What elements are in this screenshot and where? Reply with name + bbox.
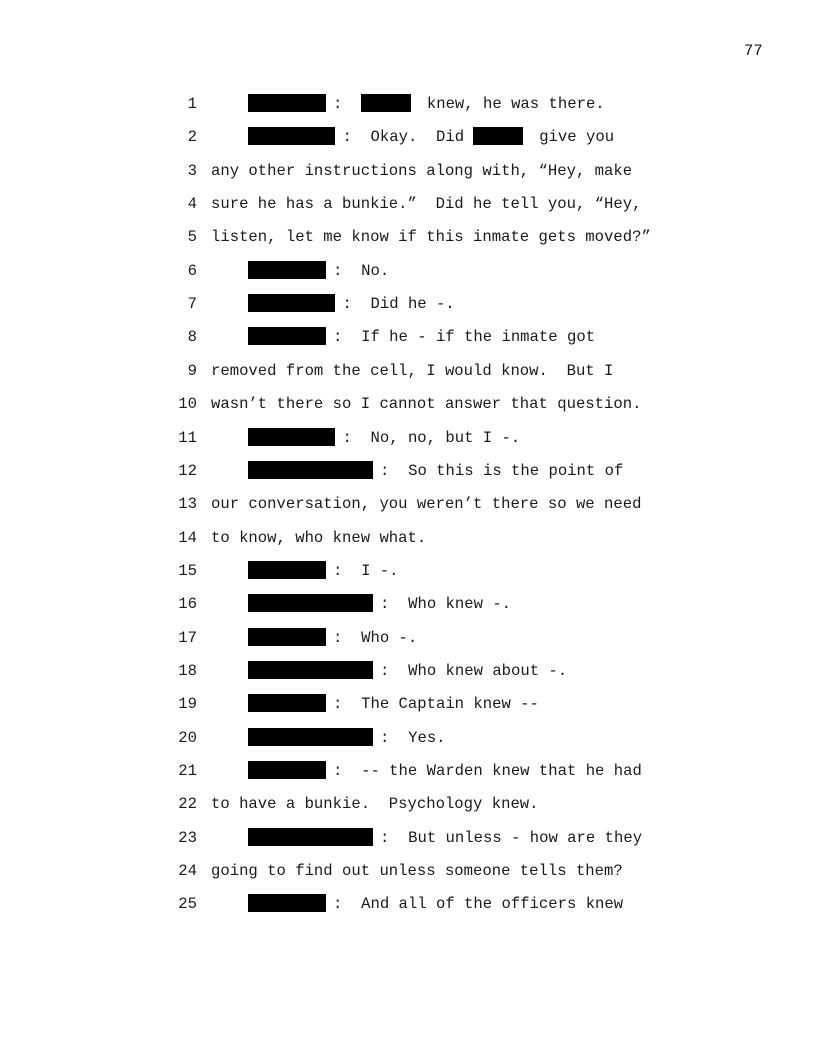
redaction-box: [248, 894, 326, 912]
line-text: [211, 327, 595, 347]
line-number: 21: [178, 762, 197, 780]
transcript-line: [0, 761, 816, 781]
line-text: [211, 894, 623, 914]
line-text-segment: [211, 295, 248, 313]
line-text-segment: : No, no, but I -.: [342, 428, 521, 447]
line-text-segment: any other instructions along with, “Hey, make: [211, 161, 633, 180]
line-text-segment: : Who knew about -.: [380, 661, 568, 680]
line-number: 12: [178, 461, 197, 480]
page-number: 77: [744, 42, 763, 60]
transcript-line: [0, 194, 816, 214]
line-text: [211, 394, 641, 414]
line-text-segment: : So this is the point of: [380, 461, 624, 480]
line-number: 6: [187, 261, 197, 280]
transcript-line: [0, 628, 816, 648]
line-text-segment: [211, 429, 248, 447]
line-number: 11: [178, 428, 197, 447]
line-text-segment: : Yes.: [380, 728, 446, 747]
line-text-segment: removed from the cell, I would know. But I: [211, 361, 614, 380]
line-text: [211, 461, 623, 481]
line-text: [211, 628, 417, 648]
line-text: [211, 127, 614, 147]
line-text-segment: [211, 95, 248, 113]
redaction-box: [248, 694, 326, 712]
line-text-segment: [211, 562, 248, 580]
line-number: 15: [178, 561, 197, 580]
line-text: [211, 94, 605, 114]
line-text: [211, 828, 642, 848]
line-text-segment: [211, 729, 248, 747]
line-text-segment: sure he has a bunkie.” Did he tell you, “Hey,: [211, 195, 642, 214]
line-text-segment: to know, who knew what.: [211, 528, 427, 547]
line-text: [211, 428, 520, 448]
line-number: 7: [187, 295, 197, 314]
transcript-line: [0, 794, 816, 814]
transcript-line: [0, 894, 816, 914]
transcript-line: [0, 261, 816, 281]
transcript-line: [0, 494, 816, 514]
line-text: [211, 861, 623, 881]
line-text-segment: : The Captain knew --: [333, 695, 539, 714]
transcript-line: [0, 561, 816, 581]
redaction-box: [248, 728, 373, 746]
transcript-line: [0, 94, 816, 114]
redaction-box: [248, 127, 335, 145]
line-text: [211, 261, 389, 281]
redaction-box: [248, 561, 326, 579]
line-text-segment: [211, 462, 248, 480]
redaction-box: [248, 261, 326, 279]
transcript-line: [0, 728, 816, 748]
line-number: 20: [178, 728, 197, 747]
redaction-box: [361, 94, 410, 112]
redaction-box: [248, 828, 373, 846]
line-number: 22: [178, 795, 197, 814]
transcript-line: [0, 227, 816, 247]
line-number: 17: [178, 628, 197, 647]
line-number: 4: [187, 195, 197, 214]
line-text: [211, 561, 399, 581]
line-text-segment: [211, 695, 248, 713]
transcript-line: [0, 528, 816, 548]
line-text-segment: [211, 262, 248, 280]
line-number: 1: [187, 95, 197, 113]
line-text: [211, 661, 567, 681]
line-text: [211, 294, 455, 314]
line-text-segment: : Who -.: [333, 628, 418, 647]
transcript-line: [0, 394, 816, 414]
line-text-segment: [211, 762, 248, 780]
line-text-segment: our conversation, you weren’t there so we need: [211, 495, 642, 514]
redaction-box: [248, 428, 335, 446]
line-number: 8: [187, 328, 197, 347]
transcript-line: [0, 294, 816, 314]
transcript-line: [0, 327, 816, 347]
redaction-box: [248, 594, 373, 612]
line-text-segment: [211, 328, 248, 346]
line-text: [211, 794, 539, 814]
redaction-box: [248, 327, 326, 345]
line-text-segment: knew, he was there.: [417, 95, 605, 113]
line-text: [211, 728, 446, 748]
line-text-segment: [211, 662, 248, 680]
transcript-line: [0, 428, 816, 448]
transcript-line: [0, 828, 816, 848]
transcript-line: [0, 694, 816, 714]
line-text: [211, 761, 642, 781]
line-text-segment: : Did he -.: [342, 295, 455, 314]
line-text: [211, 161, 632, 181]
line-number: 3: [187, 161, 197, 180]
line-text-segment: give you: [529, 128, 615, 147]
line-text-segment: : If he - if the inmate got: [333, 328, 596, 347]
line-text-segment: : Who knew -.: [380, 595, 512, 614]
redaction-box: [248, 661, 373, 679]
line-text-segment: [211, 829, 248, 847]
line-text: [211, 694, 539, 714]
line-number: 5: [187, 228, 197, 247]
redaction-box: [248, 628, 326, 646]
redaction-box: [248, 94, 326, 112]
line-text-segment: : And all of the officers knew: [333, 895, 624, 914]
line-number: 9: [187, 361, 197, 380]
line-number: 10: [178, 395, 197, 414]
line-number: 24: [178, 862, 197, 881]
line-number: 13: [178, 495, 197, 514]
line-number: 23: [178, 828, 197, 847]
line-text-segment: listen, let me know if this inmate gets moved?”: [211, 228, 651, 247]
line-text-segment: wasn’t there so I cannot answer that question.: [211, 395, 642, 414]
line-text-segment: :: [333, 95, 362, 113]
transcript-line: [0, 161, 816, 181]
line-text-segment: : Okay. Did: [342, 128, 474, 147]
line-number: 18: [178, 661, 197, 680]
redaction-box: [473, 127, 522, 145]
transcript-line: [0, 461, 816, 481]
line-number: 14: [178, 528, 197, 547]
line-text-segment: going to find out unless someone tells them?: [211, 862, 623, 881]
line-text: [211, 528, 426, 548]
transcript-line: [0, 361, 816, 381]
line-text-segment: [211, 895, 248, 913]
line-text: [211, 361, 613, 381]
line-text: [211, 594, 511, 614]
line-number: 2: [187, 128, 197, 147]
transcript-line: [0, 861, 816, 881]
line-text-segment: : No.: [333, 261, 390, 280]
line-text: [211, 194, 641, 214]
transcript-line: [0, 661, 816, 681]
transcript-line: [0, 594, 816, 614]
redaction-box: [248, 761, 326, 779]
line-text-segment: [211, 128, 248, 146]
line-number: 25: [178, 895, 197, 914]
line-number: 16: [178, 595, 197, 614]
line-text: [211, 494, 641, 514]
transcript-line: [0, 127, 816, 147]
line-text-segment: : I -.: [333, 561, 399, 580]
line-text: [211, 227, 651, 247]
line-text-segment: [211, 595, 248, 613]
line-text-segment: [211, 629, 248, 647]
line-text-segment: to have a bunkie. Psychology knew.: [211, 795, 539, 814]
line-number: 19: [178, 695, 197, 714]
redaction-box: [248, 461, 373, 479]
line-text-segment: : But unless - how are they: [380, 828, 643, 847]
redaction-box: [248, 294, 335, 312]
line-text-segment: : -- the Warden knew that he had: [333, 762, 642, 780]
